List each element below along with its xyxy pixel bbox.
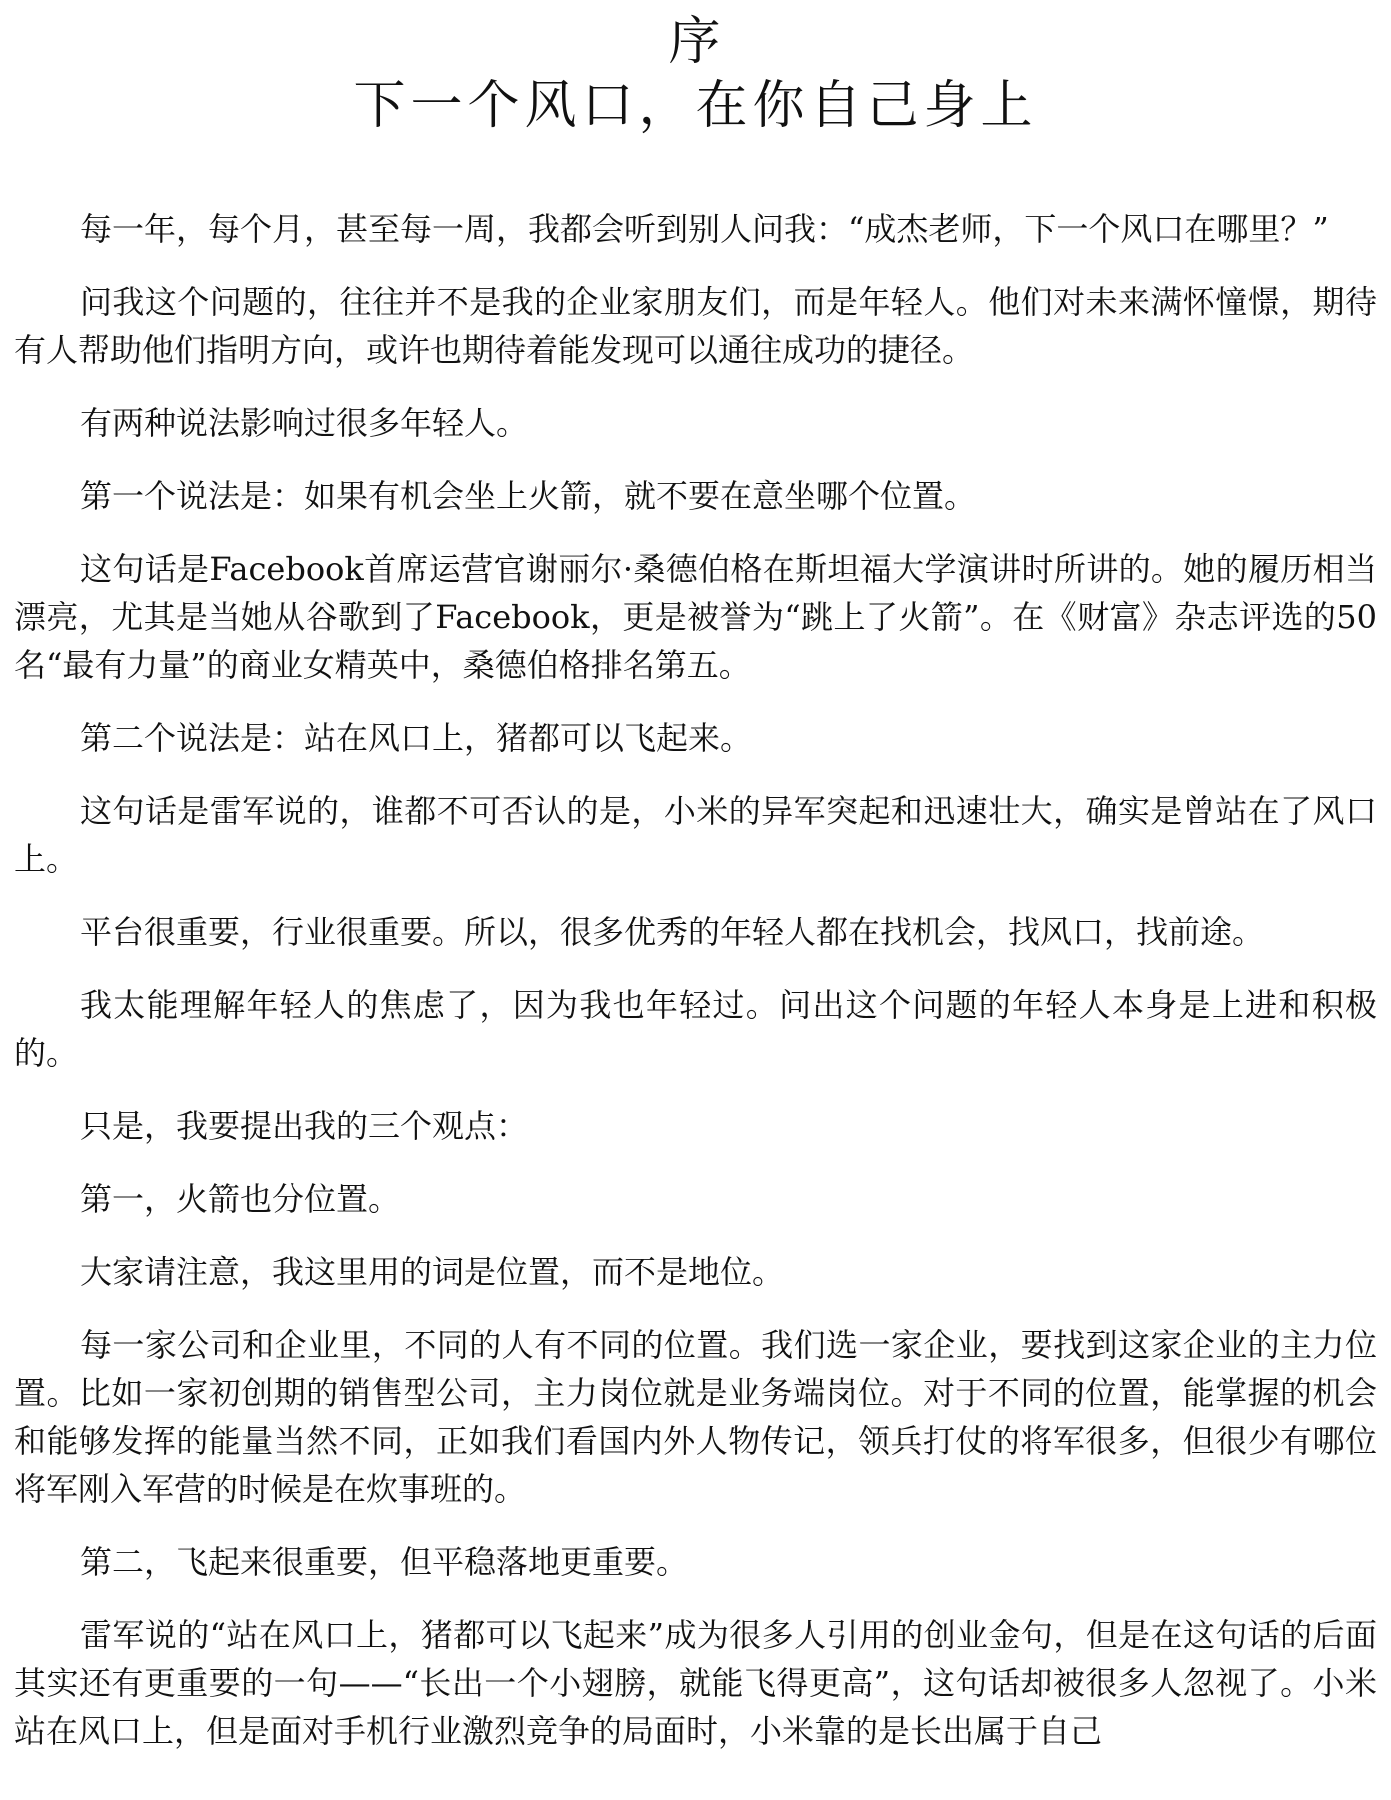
- chapter-title: 序: [668, 12, 723, 72]
- paragraph: 第一个说法是：如果有机会坐上火箭，就不要在意坐哪个位置。: [80, 477, 977, 515]
- chapter-heading: [14, 10, 1377, 138]
- paragraph: 第二个说法是：站在风口上，猪都可以飞起来。: [80, 719, 753, 757]
- paragraph: 问我这个问题的，往往并不是我的企业家朋友们，而是年轻人。他们对未来满怀憧憬，期待有人帮助他们指明方向，或许也期待着能发现可以通往成功的捷径。: [14, 283, 1377, 369]
- paragraph: 平台很重要，行业很重要。所以，很多优秀的年轻人都在找机会，找风口，找前途。: [80, 913, 1265, 951]
- paragraph: 雷军说的“站在风口上，猪都可以飞起来”成为很多人引用的创业金句，但是在这句话的后面其实还有更重要的一句——“长出一个小翅膀，就能飞得更高”，这句话却被很多人忽视了。小米站在风口上，但是面对手机行业激烈竞争的局面时，小米靠的是长出属于自己: [14, 1616, 1377, 1750]
- paragraph: 每一家公司和企业里，不同的人有不同的位置。我们选一家企业，要找到这家企业的主力位置。比如一家初创期的销售型公司，主力岗位就是业务端岗位。对于不同的位置，能掌握的机会和能够发挥的能量当然不同，正如我们看国内外人物传记，领兵打仗的将军很多，但很少有哪位将军刚入军营的时候是在炊事班的。: [14, 1326, 1377, 1508]
- chapter-subtitle: 下一个风口，在你自己身上: [353, 76, 1038, 136]
- paragraph: 有两种说法影响过很多年轻人。: [80, 404, 529, 442]
- body-text: [14, 205, 1377, 1755]
- paragraph: 第一，火箭也分位置。: [80, 1180, 401, 1218]
- paragraph: 只是，我要提出我的三个观点：: [80, 1107, 529, 1145]
- paragraph: 大家请注意，我这里用的词是位置，而不是地位。: [80, 1253, 785, 1291]
- paragraph: 这句话是雷军说的，谁都不可否认的是，小米的异军突起和迅速壮大，确实是曾站在了风口上。: [14, 792, 1377, 878]
- paragraph: 每一年，每个月，甚至每一周，我都会听到别人问我：“成杰老师，下一个风口在哪里？”: [80, 210, 1329, 248]
- paragraph: 我太能理解年轻人的焦虑了，因为我也年轻过。问出这个问题的年轻人本身是上进和积极的。: [14, 986, 1377, 1072]
- paragraph: 这句话是Facebook首席运营官谢丽尔·桑德伯格在斯坦福大学演讲时所讲的。她的履历相当漂亮，尤其是当她从谷歌到了Facebook，更是被誉为“跳上了火箭”。在《财富》杂志评选的50名“最有力量”的商业女精英中，桑德伯格排名第五。: [14, 550, 1377, 684]
- paragraph: 第二，飞起来很重要，但平稳落地更重要。: [80, 1543, 689, 1581]
